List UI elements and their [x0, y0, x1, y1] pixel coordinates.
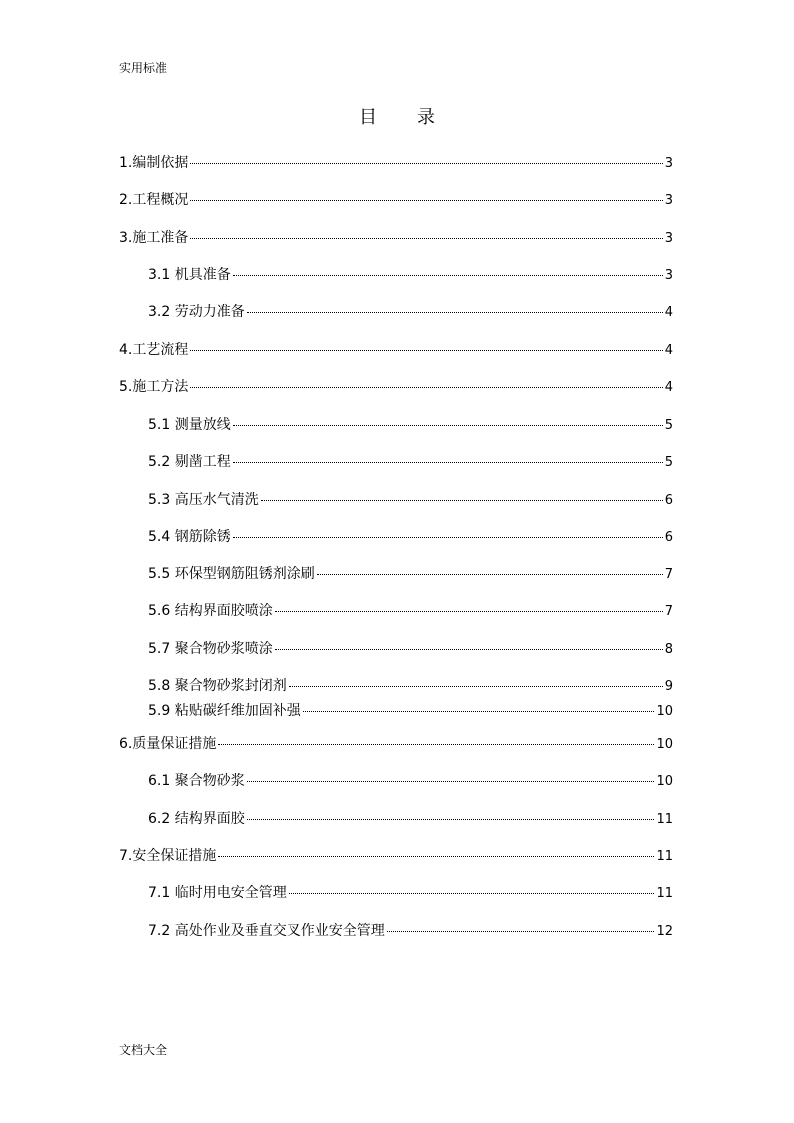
toc-entry-page-number: 4 [664, 343, 673, 358]
toc-entry-page-number: 11 [656, 849, 673, 864]
toc-entry[interactable] [148, 810, 673, 829]
toc-entry-label: 5.1 测量放线 [148, 417, 231, 433]
toc-dot-leader [233, 275, 663, 276]
toc-dot-leader [275, 611, 663, 612]
toc-entry[interactable] [148, 772, 673, 791]
toc-entry[interactable] [148, 266, 673, 285]
toc-entry-label: 5.2 剔凿工程 [148, 454, 231, 470]
toc-entry-page-number: 7 [664, 567, 673, 582]
toc-entry-label: 7.1 临时用电安全管理 [148, 885, 287, 901]
toc-entry-page-number: 10 [656, 774, 673, 789]
toc-dot-leader [190, 238, 662, 239]
toc-entry-page-number: 5 [664, 418, 673, 433]
toc-entry[interactable] [119, 735, 673, 754]
toc-title-left: 目 [359, 107, 377, 128]
toc-entry[interactable] [148, 702, 673, 721]
toc-dot-leader [317, 574, 663, 575]
toc-entry-label: 5.7 聚合物砂浆喷涂 [148, 641, 273, 657]
toc-dot-leader [289, 686, 663, 687]
toc-entry-label: 3.2 劳动力准备 [148, 304, 245, 320]
toc-title-right: 录 [417, 107, 435, 128]
toc-dot-leader [190, 200, 662, 201]
toc-entry[interactable] [119, 154, 673, 173]
toc-entry-label: 4.工艺流程 [119, 342, 189, 358]
toc-dot-leader [247, 781, 655, 782]
toc-entry-page-number: 3 [664, 268, 673, 283]
toc-entry-page-number: 8 [664, 642, 673, 657]
toc-entry[interactable] [148, 528, 673, 547]
toc-entry-label: 5.5 环保型钢筋阻锈剂涂刷 [148, 566, 315, 582]
toc-entry[interactable] [148, 416, 673, 435]
toc-entry[interactable] [119, 341, 673, 360]
toc-entry-page-number: 7 [664, 604, 673, 619]
toc-entry-page-number: 12 [656, 924, 673, 939]
toc-entry-page-number: 11 [656, 812, 673, 827]
toc-dot-leader [190, 350, 662, 351]
toc-entry[interactable] [148, 640, 673, 659]
toc-entry-page-number: 10 [656, 737, 673, 752]
toc-dot-leader [247, 819, 655, 820]
toc-entry-label: 2.工程概况 [119, 192, 189, 208]
toc-entry-page-number: 3 [664, 231, 673, 246]
toc-entry-label: 7.安全保证措施 [119, 848, 217, 864]
toc-dot-leader [387, 931, 655, 932]
toc-entry-label: 7.2 高处作业及垂直交叉作业安全管理 [148, 923, 385, 939]
toc-entry-label: 5.9 粘贴碳纤维加固补强 [148, 703, 301, 719]
toc-entry-page-number: 10 [656, 704, 673, 719]
toc-entry-label: 5.8 聚合物砂浆封闭剂 [148, 678, 287, 694]
page-footer: 文档大全 [119, 1043, 168, 1057]
toc-entry-label: 6.质量保证措施 [119, 736, 217, 752]
toc-entry-page-number: 4 [664, 380, 673, 395]
toc-dot-leader [275, 649, 663, 650]
toc-entry-page-number: 9 [664, 679, 673, 694]
toc-entry-label: 5.3 高压水气清洗 [148, 492, 259, 508]
toc-entry[interactable] [148, 453, 673, 472]
toc-entry-page-number: 3 [664, 193, 673, 208]
toc-entry[interactable] [148, 602, 673, 621]
toc-entry[interactable] [119, 378, 673, 397]
toc-dot-leader [261, 500, 663, 501]
toc-dot-leader [190, 163, 662, 164]
toc-entry[interactable] [119, 229, 673, 248]
toc-entry-label: 5.4 钢筋除锈 [148, 529, 231, 545]
toc-entry-label: 6.1 聚合物砂浆 [148, 773, 245, 789]
toc-entry-page-number: 6 [664, 530, 673, 545]
toc-entry[interactable] [148, 884, 673, 903]
toc-dot-leader [218, 856, 654, 857]
toc-entry-label: 3.施工准备 [119, 230, 189, 246]
toc-entry[interactable] [119, 847, 673, 866]
toc-entry[interactable] [119, 191, 673, 210]
toc-entry-page-number: 4 [664, 305, 673, 320]
toc-entry-label: 1.编制依据 [119, 155, 189, 171]
toc-dot-leader [218, 744, 654, 745]
toc-entry-label: 5.施工方法 [119, 379, 189, 395]
toc-dot-leader [233, 462, 663, 463]
toc-entry[interactable] [148, 565, 673, 584]
page-header: 实用标准 [119, 61, 168, 75]
toc-dot-leader [247, 312, 663, 313]
toc-entry-label: 5.6 结构界面胶喷涂 [148, 603, 273, 619]
toc-entry[interactable] [148, 677, 673, 696]
toc-entry-page-number: 5 [664, 455, 673, 470]
toc-dot-leader [289, 893, 655, 894]
toc-entry-label: 3.1 机具准备 [148, 267, 231, 283]
toc-entry-page-number: 11 [656, 886, 673, 901]
toc-dot-leader [233, 537, 663, 538]
toc-entry[interactable] [148, 491, 673, 510]
toc-entry-page-number: 3 [664, 156, 673, 171]
toc-dot-leader [303, 711, 655, 712]
toc-dot-leader [233, 425, 663, 426]
toc-entry[interactable] [148, 303, 673, 322]
toc-entry-label: 6.2 结构界面胶 [148, 811, 245, 827]
toc-entry[interactable] [148, 922, 673, 941]
toc-entry-page-number: 6 [664, 493, 673, 508]
toc-dot-leader [190, 387, 662, 388]
